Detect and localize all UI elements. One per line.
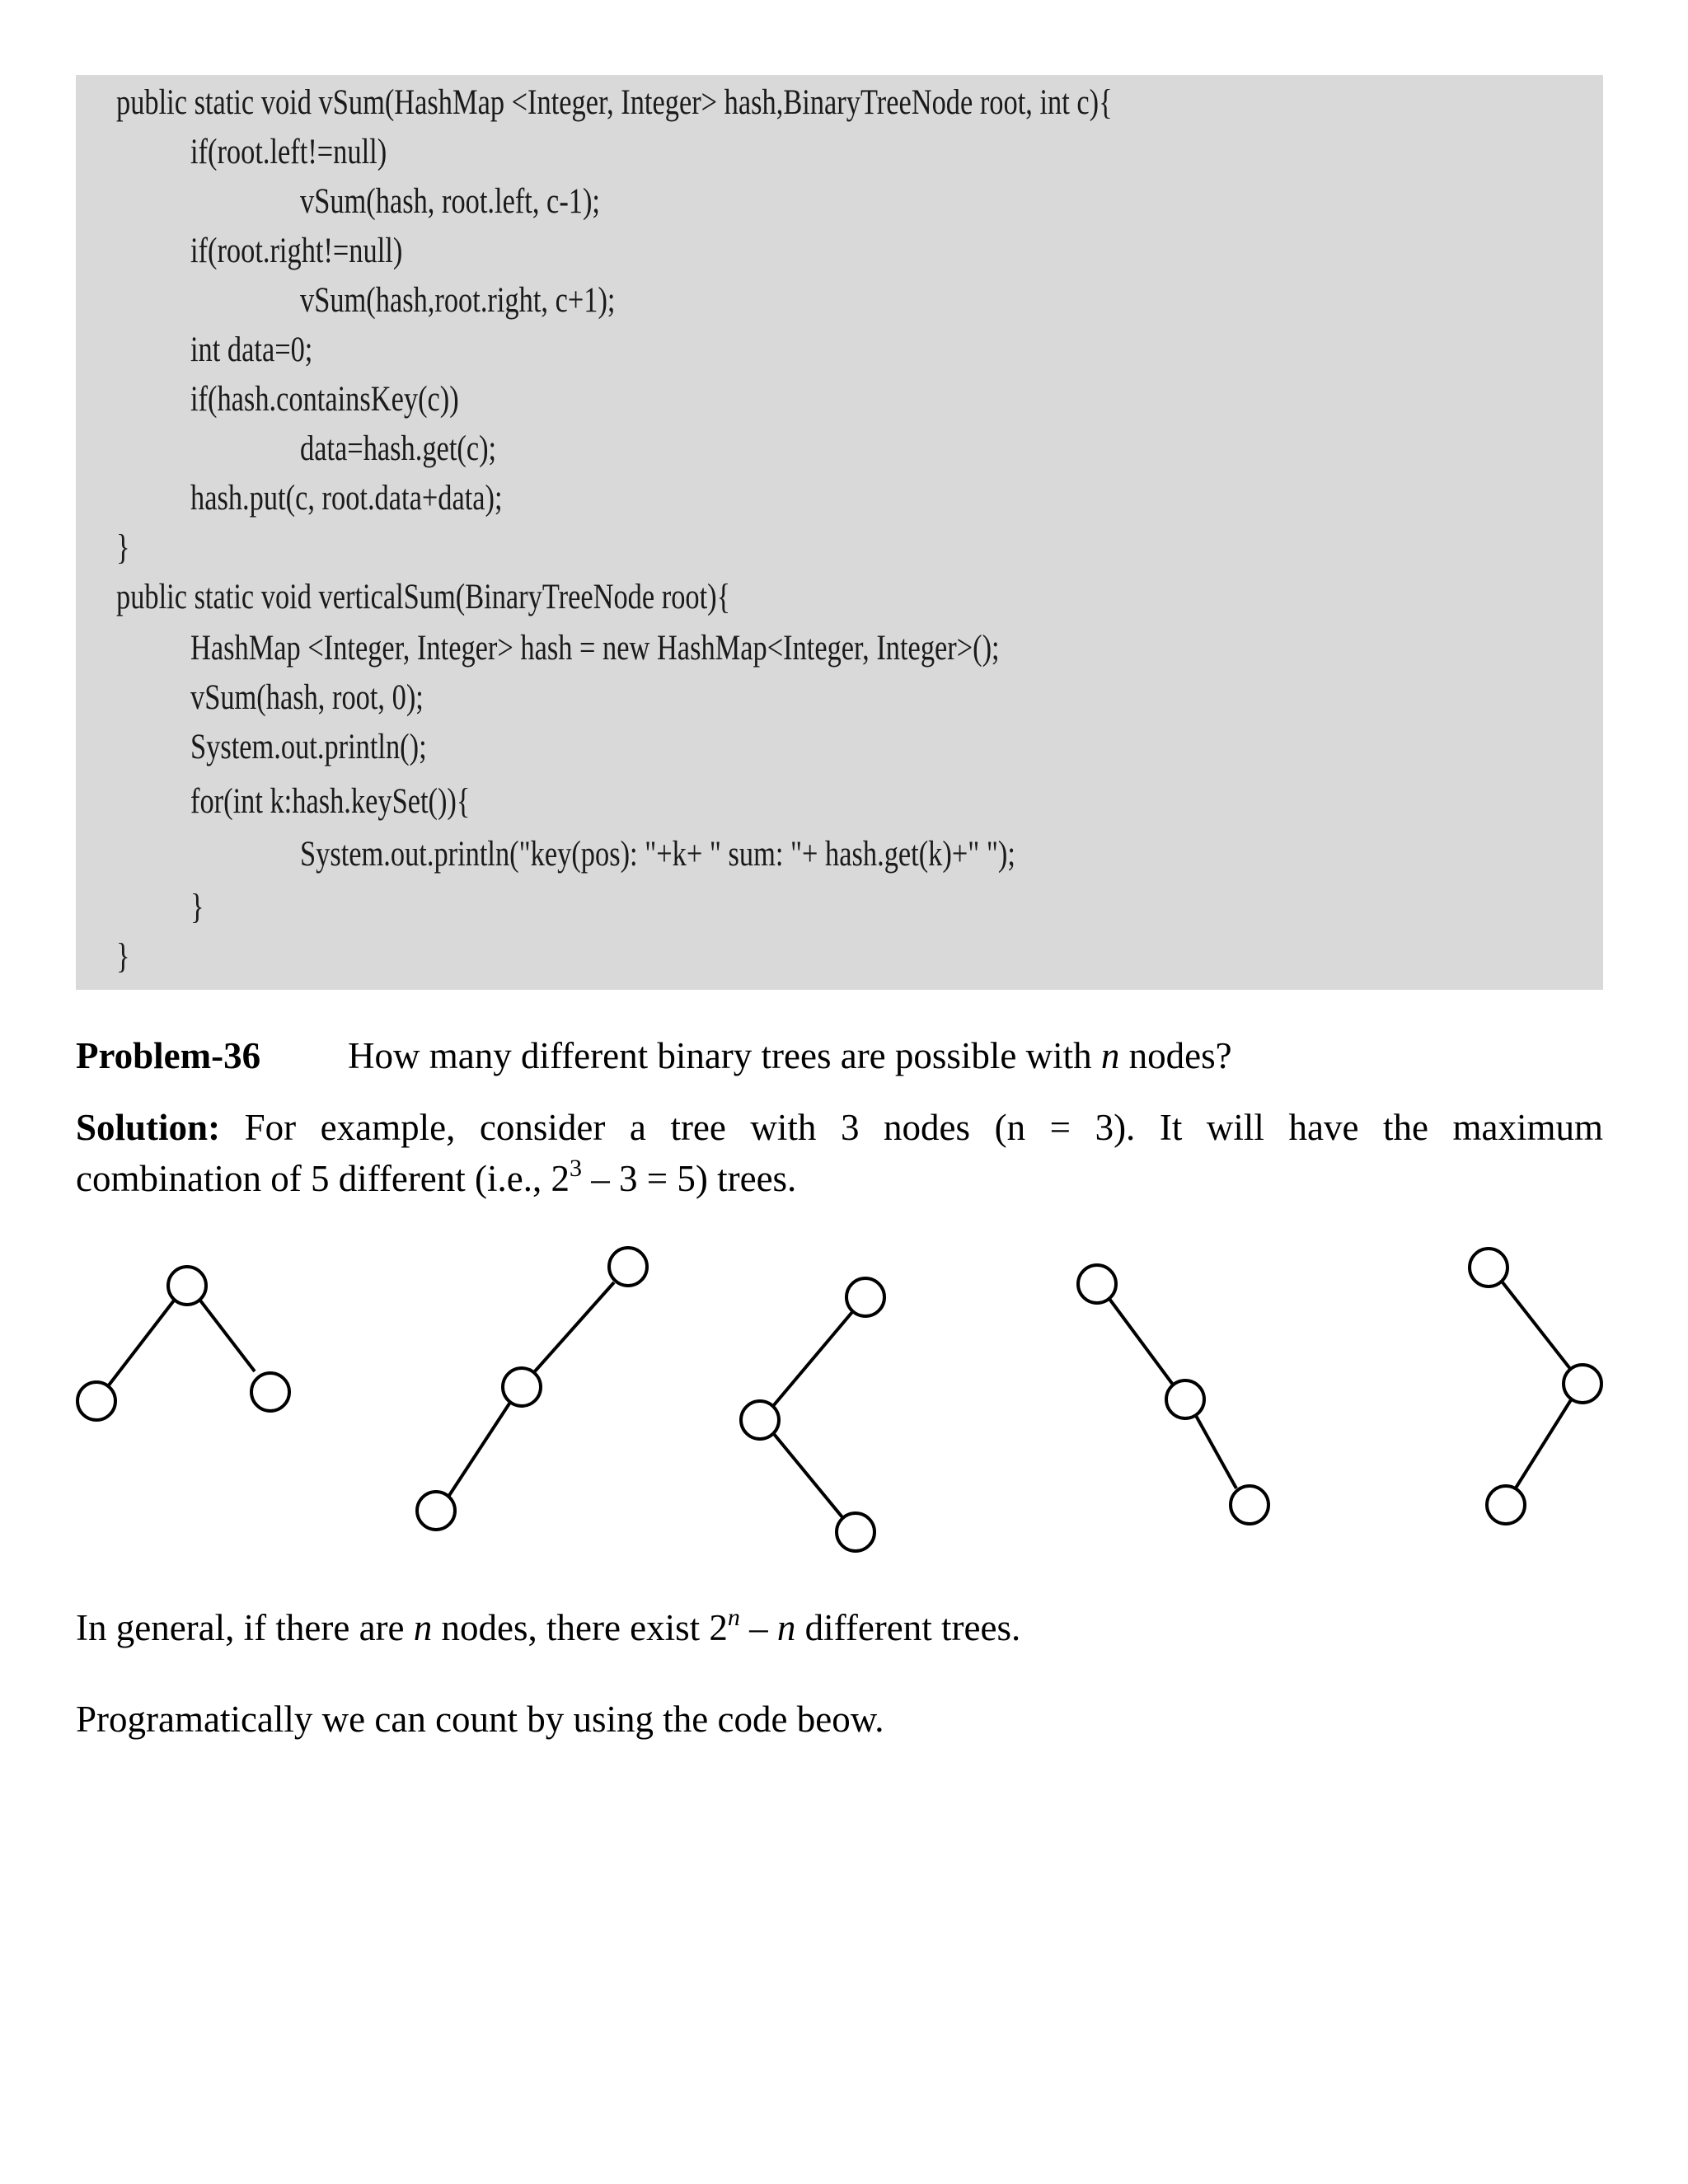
general-text: different trees. xyxy=(795,1607,1021,1648)
code-line: System.out.println("key(pos): "+k+ " sum: "+ hash.get(k)+" "); xyxy=(300,835,1015,874)
solution-label: Solution: xyxy=(76,1107,221,1148)
tree-edge xyxy=(1195,1414,1236,1488)
tree-node xyxy=(417,1492,455,1530)
code-line: } xyxy=(116,528,130,567)
solution-word: maximum xyxy=(1452,1107,1603,1148)
code-line: public static void vSum(HashMap <Integer, Integer> hash,BinaryTreeNode root, int c){ xyxy=(116,83,1113,122)
exponent: n xyxy=(727,1604,740,1631)
code-line: } xyxy=(190,888,204,926)
tree-node xyxy=(1231,1486,1268,1524)
code-line: hash.put(c, root.data+data); xyxy=(190,479,503,518)
solution-word: 3). xyxy=(1095,1107,1136,1148)
solution-word: have xyxy=(1288,1107,1359,1148)
code-line: } xyxy=(116,937,130,976)
solution-line-2 xyxy=(76,1153,1603,1204)
solution-line-1 xyxy=(76,1102,1603,1153)
code-line: vSum(hash, root, 0); xyxy=(190,678,424,717)
tree-1 xyxy=(77,1267,289,1420)
code-line: System.out.println(); xyxy=(190,728,427,766)
solution-word: a xyxy=(629,1107,646,1148)
problem-text: How many different binary trees are possible with xyxy=(348,1035,1101,1076)
tree-node xyxy=(77,1382,115,1420)
code-line: if(hash.containsKey(c)) xyxy=(190,380,459,419)
tree-edge xyxy=(1109,1299,1173,1385)
solution-word: consider xyxy=(479,1107,606,1148)
tree-node xyxy=(1078,1265,1116,1303)
solution-text: – 3 = 5) trees. xyxy=(582,1158,797,1199)
problem-label: Problem-36 xyxy=(76,1035,261,1076)
tree-3 xyxy=(741,1278,884,1551)
solution-word: (n xyxy=(994,1107,1026,1148)
tree-node xyxy=(846,1278,884,1316)
general-text: nodes, there exist 2 xyxy=(432,1607,728,1648)
tree-node xyxy=(251,1373,289,1411)
tree-4 xyxy=(1078,1265,1268,1524)
tree-edge xyxy=(1503,1282,1571,1370)
code-line: vSum(hash,root.right, c+1); xyxy=(300,281,616,320)
solution-word: example, xyxy=(320,1107,456,1148)
code-line: vSum(hash, root.left, c-1); xyxy=(300,182,600,221)
tree-node xyxy=(741,1401,779,1439)
general-var: n xyxy=(776,1607,796,1648)
tree-node xyxy=(609,1248,647,1286)
general-statement xyxy=(76,1605,1020,1651)
tree-5 xyxy=(1470,1249,1601,1524)
solution-word: 3 xyxy=(840,1107,860,1148)
tree-edge xyxy=(1515,1399,1572,1489)
code-block xyxy=(76,75,1603,990)
closing-statement: Programatically we can count by using the code beow. xyxy=(76,1699,884,1740)
exponent: 3 xyxy=(570,1155,582,1182)
solution-text: combination of 5 different (i.e., 2 xyxy=(76,1158,570,1199)
solution-word: will xyxy=(1206,1107,1264,1148)
solution-word: the xyxy=(1382,1107,1428,1148)
tree-edge xyxy=(534,1282,614,1372)
tree-edge xyxy=(200,1301,255,1371)
tree-edge xyxy=(108,1301,174,1386)
solution-paragraph xyxy=(76,1102,1603,1204)
tree-node xyxy=(1487,1486,1525,1524)
tree-edge xyxy=(773,1312,852,1406)
code-line: data=hash.get(c); xyxy=(300,429,497,468)
problem-heading xyxy=(76,1033,1232,1079)
code-line: int data=0; xyxy=(190,330,313,369)
problem-text: nodes? xyxy=(1119,1035,1232,1076)
tree-node xyxy=(1166,1380,1204,1418)
tree-node xyxy=(168,1267,206,1305)
solution-word: For xyxy=(244,1107,297,1148)
problem-var: n xyxy=(1100,1035,1120,1076)
general-var: n xyxy=(413,1607,433,1648)
problem-question xyxy=(348,1033,1232,1079)
binary-trees-diagram xyxy=(0,1220,1688,1566)
tree-node xyxy=(1564,1365,1601,1403)
code-line: if(root.right!=null) xyxy=(190,232,403,270)
code-line: if(root.left!=null) xyxy=(190,133,387,171)
solution-word: = xyxy=(1049,1107,1071,1148)
general-text: In general, if there are xyxy=(76,1607,414,1648)
tree-2 xyxy=(417,1248,647,1530)
tree-edge xyxy=(774,1434,842,1517)
tree-edge xyxy=(448,1401,511,1497)
tree-node xyxy=(1470,1249,1507,1286)
solution-word: It xyxy=(1159,1107,1183,1148)
solution-word: with xyxy=(750,1107,817,1148)
solution-word: nodes xyxy=(884,1107,971,1148)
code-line: HashMap <Integer, Integer> hash = new HashMap<Integer, Integer>(); xyxy=(190,629,1000,668)
code-line: public static void verticalSum(BinaryTreeNode root){ xyxy=(116,578,731,616)
general-text: – xyxy=(739,1607,777,1648)
code-line: for(int k:hash.keySet()){ xyxy=(190,782,471,821)
tree-node xyxy=(503,1368,541,1406)
tree-node xyxy=(837,1513,874,1551)
solution-word: tree xyxy=(670,1107,726,1148)
